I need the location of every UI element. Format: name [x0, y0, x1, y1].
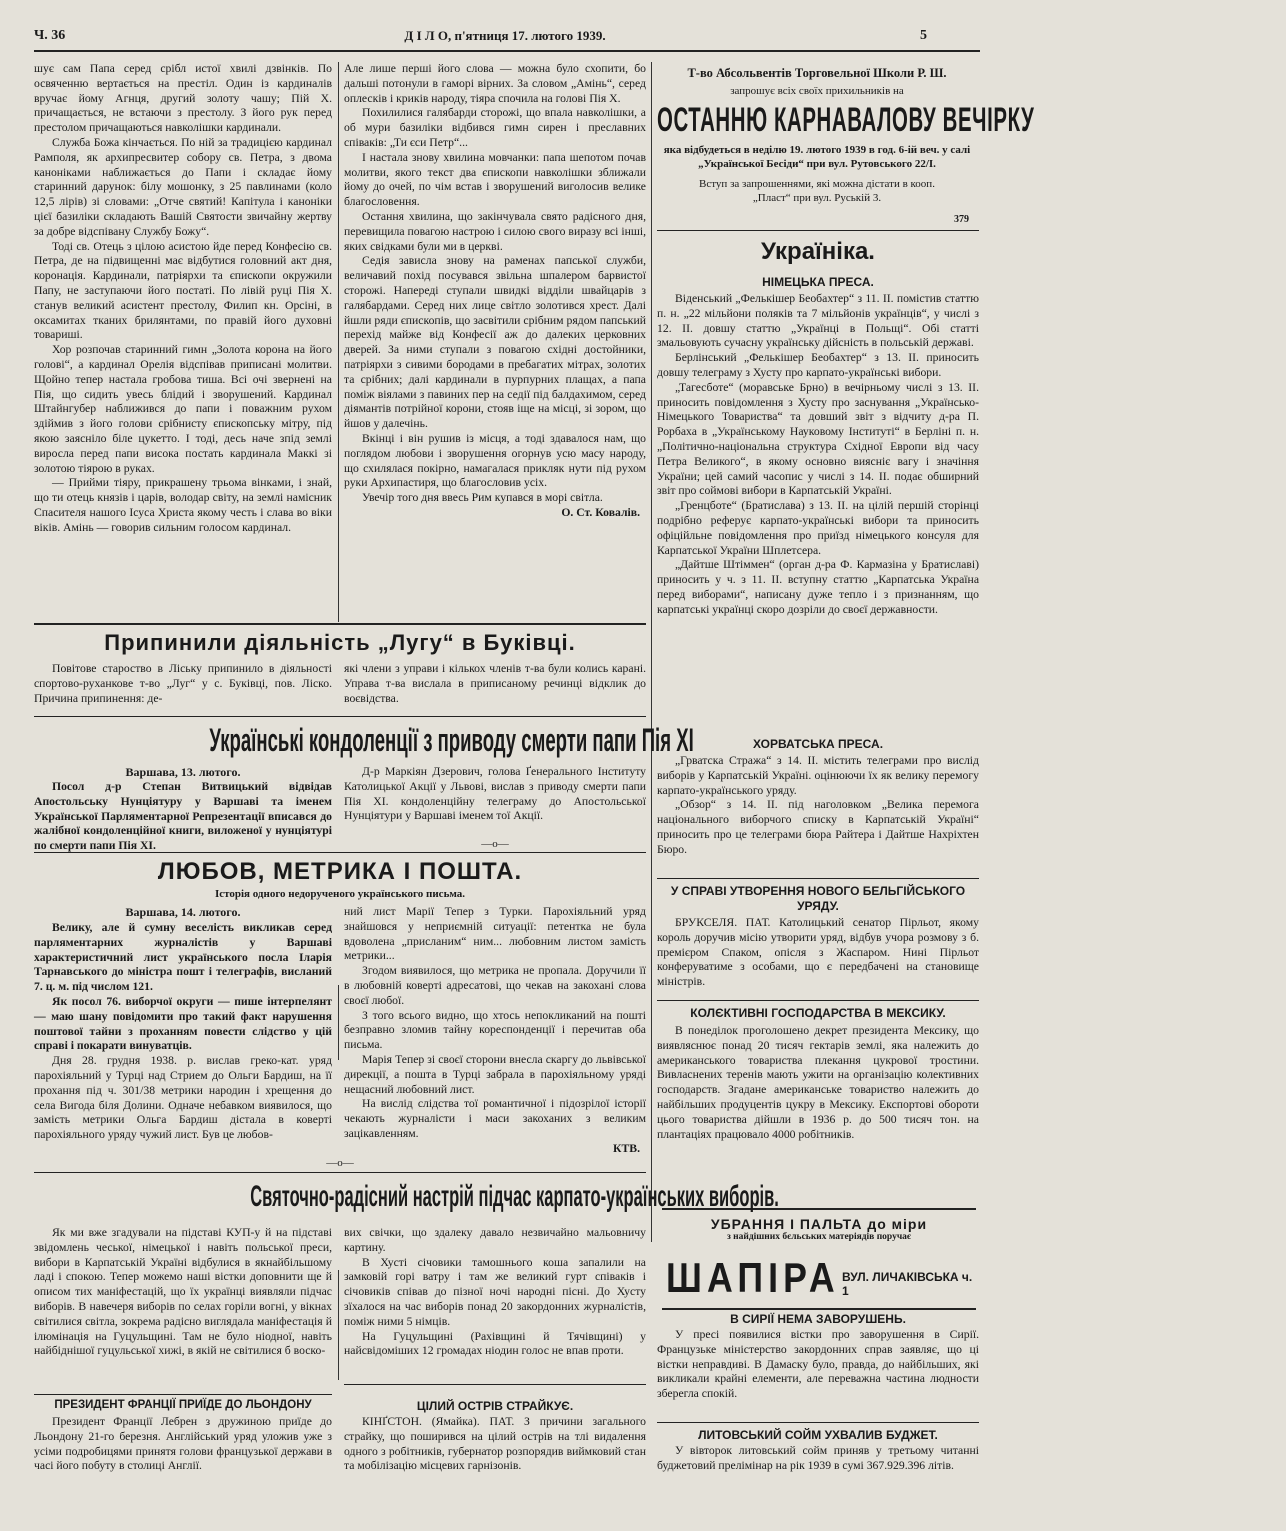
love-subtitle: Історія одного недорученого українського письма.	[214, 888, 466, 900]
ukrainika-title: Україніка.	[761, 238, 875, 265]
paragraph: „Дайтше Штіммен“ (орган д-ра Ф. Кармазіна у Братиславі) приносить у ч. з 11. ІІ. вступну статтю „Карпатська Україна перед виборами“, написану дуже тепло і з признанням, що карпатські українці скоро дозріли до своєї державности.	[657, 558, 979, 616]
belgium-text	[657, 916, 979, 991]
rule	[34, 1394, 332, 1395]
rule	[344, 1384, 646, 1385]
paragraph: Берлінський „Фелькішер Беобахтер“ з 13. ІІ. приносить довшу телеграму з Хусту про карпато-українські вибори.	[657, 351, 979, 379]
pope-article-col2	[344, 62, 646, 622]
ad-address: ВУЛ. ЛИЧАКІВСЬКА ч. 1	[842, 1270, 973, 1298]
german-press-heading: НІМЕЦЬКА ПРЕСА.	[762, 275, 874, 289]
mexico-heading: КОЛЄКТИВНІ ГОСПОДАРСТВА В МЕКСИКУ.	[690, 1006, 946, 1020]
ornament: —o—	[481, 838, 509, 850]
rule	[657, 1000, 979, 1001]
paragraph: „Гренцботе“ (Братислава) з 13. ІІ. на цілій першій сторінці подрібно реферує карпато-українські вибори та приносить офіційльне повідомлення про приїзд німецького консуля для Карпатської України Шплетсера.	[657, 499, 979, 557]
croatian-press-heading: ХОРВАТСЬКА ПРЕСА.	[752, 737, 884, 751]
paragraph: І настала знову хвилина мовчанки: папа шепотом почав молитви, якого текст два єпископи навколішки зближали йому до очей, по чім встав і зворушений виголосив велике благословення.	[344, 150, 646, 209]
column-rule	[338, 1270, 339, 1380]
ad-when: яка відбудеться в неділю 19. лютого 1939 в год. 6-ій веч. у салі „Української Бесіди“ при вул. Рутовського 22/І.	[663, 144, 971, 170]
ornament: —o—	[326, 1157, 354, 1169]
croatian-press-text	[657, 754, 979, 874]
paragraph: У вівторок литовський сойм приняв у третьому читанні буджетовий прелімінар на рік 1939 в сумі 367.929.396 літів.	[657, 1444, 979, 1472]
love-dateline: Варшава, 14. лютого.	[125, 905, 241, 919]
paragraph: На Гуцульщині (Рахівщині й Тячівщині) у найсвідоміших 12 громадах ніодин голос не впав проти.	[344, 1329, 646, 1358]
france-heading: ПРЕЗИДЕНТ ФРАНЦІЇ ПРИЇДЕ ДО ЛЬОНДОНУ	[54, 1399, 312, 1411]
ad-title-box	[657, 101, 1035, 141]
german-press-text	[657, 292, 979, 732]
paragraph: Седія зависла знову на раменах папської служби, величавий похід посувався звільна шпалером барвистої сторожі. Напереді ступали швидкі відділи швайцарів з галябардами. Серед них лице світло золотився хрест. Далі йшли ряди єпископів, що засвітили срібним рядом папський перехід майже від Конфесії аж до далеких церковних дверей. За ними ступали з повагою східні достойники, патріярхи з сивими бородами в пребагатих мітрах, золотих та срібних; далі кардинали в пурпурних плащах, а папа поміж віялами з павиних пер на седії під балдахимом, серед діямантів потрійної корони, стояв іще на місці, зі зором, що йшов у далечінь.	[344, 254, 646, 431]
mexico-text	[657, 1024, 979, 1194]
rule	[657, 230, 979, 231]
lug-col1	[34, 662, 332, 710]
paragraph: Повітове староство в Ліську припинило в діяльності спортово-руханкове т-во „Луг“ у с. Буківці, пов. Ліско. Причина припинення: де-	[34, 662, 332, 705]
paragraph: Тоді св. Отець з цілою асистою йде перед Конфесію св. Петра, де на підвищенні має відбутися головний акт дня, коронація. Кардинали, патріярхи та єпископи окружили Папу, не заступаючи його постаті. По лівій руці Пія Х. станув великий асистент престолу, Филип кн. Орсіні, в оксамитах тканих брилянтами, по правій його духовні товариші.	[34, 239, 332, 342]
rule	[34, 623, 646, 625]
condol-title-box	[34, 722, 694, 762]
paragraph: Президент Франції Лебрен з дружиною приїде до Льондону 21-го березня. Англійський уряд уложив уже з усіми подробицями принятя голови французької держави в часі його побуту в столиці Англії.	[34, 1415, 332, 1473]
paragraph: Хор розпочав старинний гимн „Золота корона на його голові“, а кардинал Орелія відспівав приписані молитви. Щойно тепер настала гробова тиша. Всі очі звернені на Пія, що сидить увесь блідий і зворушений. Кардинал Штайнгубер наближився до папи і поважним рухом здіймив з його голови срібнисту єпископську мітру, під якою заясніло біле цукетто. І тоді, десь наче зпід землі виросла перед папи висока постать кардинала Маккі зі золотою тіярою в руках.	[34, 343, 332, 475]
paragraph: Як посол 76. виборчої округи — пише інтерпелянт — маю шану повідомити про такий факт нарушення поштової тайни з проханням повести слідство у цій справі і покарати винуватців.	[34, 994, 332, 1053]
ad-code: 379	[954, 214, 969, 225]
paragraph: Як ми вже згадували на підставі КУП-у й на підставі звідомлень чеської, німецької і навіть польської преси, вибори в Карпатській Україні відбулися в якнайбільшому ладі і спокою. Тепер можемо наші вістки доповнити ще й описом тих маніфестацій, що їх українці виявляли підчас виборів. В навечеря виборів по селах горіли вогні, у вікнах світилися світла, зокрема радісно виглядала маніфестація й ілюмінація на Гуцульщині. Там не було ніодної, навіть найбіднішої гуцульської хижі, в якій не світилися б воско-	[34, 1226, 332, 1358]
paragraph: — Прийми тіяру, прикрашену трьома вінками, і знай, що ти отець князів і царів, володар світу, на землі намісник Спасителя нашого Ісуса Христа якому честь і слава во віки віків. Амінь — говорив сильним голосом кардинал.	[34, 476, 332, 534]
paragraph: шує сам Папа серед срібл истої хвилі дзвінків. По освяченню вертається на престіл. Один із кардиналів вручає йому Агнця, другий золоту чашу; Пій Х. причащається, не встаючи з престолу. З його рук перед престолом причащаються навколішки кардинали.	[34, 62, 332, 135]
rule	[34, 1172, 646, 1173]
belgium-heading: У СПРАВІ УТВОРЕННЯ НОВОГО БЕЛЬГІЙСЬКОГО УРЯДУ.	[670, 884, 966, 913]
column-rule	[651, 62, 652, 1242]
elections-col1	[34, 1226, 332, 1394]
ad-title: ОСТАННЮ КАРНАВАЛОВУ ВЕЧІРКУ	[657, 101, 1035, 139]
paragraph: Служба Божа кінчається. По ній за традицією кардинал Рамполя, як архипресвитер собору св. Петра, з двома каноніками наближається до Папи і складає йому старинний дарунок: білу мошонку, з 25 павлинами (коло 12,5 лірів) зі словами: „Отче святий! Капітула і каноніки цієї базиліки складають Вашій Святости звичайну жертву за добре відспівану Службу Божу“.	[34, 135, 332, 238]
syria-heading: В СИРІЇ НЕМА ЗАВОРУШЕНЬ.	[730, 1312, 906, 1326]
article-signature: КТВ.	[613, 1141, 640, 1155]
paragraph: Дня 28. грудня 1938. р. вислав греко-кат. уряд парохіяльний у Турці над Стрием до Ольги Бардиш, на її прохання під ч. 301/38 метрики народин і хрещення до села Вигода біля Долини. Одначе небавком виявилося, що замість метрики Ольга Бардиш дістала в коверті парохіяльного уряду чужий лист. Був це любов-	[34, 1054, 332, 1142]
ad-line2: з найдішних бєльських матеріядів поручає	[726, 1232, 912, 1242]
page-number-left: Ч. 36	[34, 28, 66, 43]
ad-invite: запрошує всіх своїх прихильників на	[730, 85, 904, 97]
shapira-ad	[662, 1208, 976, 1310]
paragraph: вих свічки, що здалеку давало незвичайно мальовничу картину.	[344, 1226, 646, 1254]
party-ad	[657, 66, 1035, 225]
love-title: ЛЮБОВ, МЕТРИКА І ПОШТА.	[157, 858, 523, 885]
lithuania-text	[657, 1444, 979, 1494]
paragraph: З того всього видно, що хтось непокликаний на пошті безправно зломив тайну кореспонденції і перечитав оба письма.	[344, 1008, 646, 1052]
lithuania-heading: ЛИТОВСЬКИЙ СОЙМ УХВАЛИВ БУДЖЕТ.	[698, 1428, 938, 1442]
strike-heading: ЦІЛИЙ ОСТРІВ СТРАЙКУЄ.	[416, 1399, 574, 1413]
rule	[34, 852, 646, 853]
paragraph: Віденський „Фелькішер Беобахтер“ з 11. ІІ. помістив статтю п. н. „22 мільйони поляків та 7 мільйонів українців“, у числі з 12. ІІ. довшу статтю „Українці в Польщі“. Обі статті змальовують сучасну українську дійсність в польській державі.	[657, 292, 979, 350]
love-col2	[344, 905, 646, 1155]
condol-col2	[344, 765, 646, 837]
strike-text	[344, 1415, 646, 1490]
elections-title: Святочно-радісний настрій підчас карпато-українських виборів.	[250, 1180, 779, 1213]
paragraph: Посол д-р Степан Витвицький відвідав Апостольську Нунціятуру у Варшаві та іменем Української Парляментарної Репрезентації вписався до жалібної кондоленційної книги, виложеної у нунціятурі по смерти папи Пія ХІ.	[34, 780, 332, 853]
ad-org: Т-во Абсольвентів Торговельної Школи Р. Ш.	[687, 66, 947, 80]
condol-col1	[34, 780, 332, 853]
paragraph: КІНҐСТОН. (Ямайка). ПАТ. З причини загального страйку, що поширився на цілий острів на тлі видалення одного з робітників, губернатор розпорядив виймковий стан та мобілізацію місцевих гарнізонів.	[344, 1415, 646, 1473]
ad-name: ШАПІРА	[666, 1254, 840, 1301]
paragraph: Остання хвилина, що закінчувала свято радісного дня, перевищила повагою настрою і силою свого виразу всі інші, яких свідками були ми в церкві.	[344, 209, 646, 253]
paragraph: які члени з управи і кількох членів т-ва були колись карані. Управа т-ва вислала в приписаному речинці відклик до воєвідства.	[344, 662, 646, 705]
paragraph: Похилилися галябарди сторожі, що впала навколішки, а об мури базиліки відбився гимн сирен і преславних співаків: „Ти єси Петр“...	[344, 106, 646, 149]
paragraph: Увечір того дня ввесь Рим купався в морі світла.	[362, 491, 603, 505]
column-rule	[338, 62, 339, 622]
lug-col2	[344, 662, 646, 710]
header-rule	[34, 50, 980, 52]
ad-tickets: Вступ за запрошеннями, які можна дістати в кооп. „Пласт“ при вул. Руській 3.	[699, 178, 935, 204]
condol-dateline: Варшава, 13. лютого.	[125, 765, 241, 779]
column-rule	[338, 985, 339, 1060]
paragraph: Згодом виявилося, що метрика не пропала. Доручили її в любовній коверті адресатові, що чекав на закохані слова своєї любої.	[344, 964, 646, 1007]
paragraph: Велику, але й сумну веселість викликав серед парляментарних журналістів у Варшаві характеристичний лист українського посла Іларія Тарнавського до міністра пошт і телеграфів, висланий 7. ц. м. під числом 121.	[34, 921, 332, 994]
elections-col2	[344, 1226, 646, 1376]
love-col1	[34, 921, 332, 1167]
france-text	[34, 1415, 332, 1490]
paragraph: „Грватска Стража“ з 14. ІІ. містить телеграми про вислід виборів у Карпатській Україні. оцінюючи їх як велику перемогу карпато-українського уряду.	[657, 754, 979, 797]
page-number-right: 5	[920, 28, 927, 43]
paragraph: БРУКСЕЛЯ. ПАТ. Католицький сенатор Пірльот, якому король доручив місію утворити уряд, відбув учора розмову з б. премієром Спаком, опісля з Жаспаром. Нині Пірльот конферуватиме з особами, що є передбачені на становище міністрів.	[657, 916, 979, 989]
paragraph: Д-р Маркіян Дзерович, голова Ґенерального Інституту Католицької Акції у Львові, вислав з приводу смерти папи Пія ХІ. кондоленційну телеграму до Апостольської Нунціятури у Варшаві іменем тої Акції.	[344, 765, 646, 823]
paragraph: В Хусті січовики тамошнього коша запалили на замковій горі ватру і там же великий гурт співаків і січовиків співав до пізної ночі народні пісні. До Хусту зїхалося на час виборів понад 20 закордонних журналістів, поміж ними 5 німців.	[344, 1255, 646, 1328]
syria-text	[657, 1328, 979, 1418]
paragraph: „Тагесботе“ (моравське Брно) в вечірньому числі з 13. ІІ. приносить повідомлення з Хусту про заснування „Українсько-Німецького Товариства“ та довший звіт з відчиту д-ра П. Рорбаха в „Українському Науковому Інституті“ в Берліні п. н. „Політично-національна структура Східної Европи від часу Петра Великого“, в якому основно виясніє вагу і значіння України; цей самий часопис у числі з 14. ІІ. подає обширний звіт про соймові вибори в Карпатській Україні.	[657, 380, 979, 498]
masthead-line: Д І Л О, п'ятниця 17. лютого 1939.	[404, 28, 606, 43]
paragraph: Але лише перші його слова — можна було схопити, бо дальші потонули в гаморі вірних. За словом „Амінь“, серед оплесків і криків народу, тіяра спочила на голові Пія Х.	[344, 62, 646, 105]
lug-title: Припинили діяльність „Лугу“ в Буківці.	[104, 630, 576, 655]
paragraph: „Обзор“ з 14. ІІ. під наголовком „Велика перемога національного виборчого списку в Карпатській Україні“ приносить про це телеграми бюра Райтера і Дайтше Нахріхтен Бюро.	[657, 798, 979, 856]
pope-article-col1	[34, 62, 332, 622]
elections-title-box	[34, 1180, 779, 1220]
paragraph: Вкінці і він рушив із місця, а тоді здавалося нам, що поглядом любови і зворушення огорнув усю масу народу, що схилялася покірно, намагалася прикляк нути під рухом руки Архипастиря, що благословив усіх.	[344, 431, 646, 490]
rule	[34, 716, 646, 717]
rule	[657, 1422, 979, 1423]
paragraph: На вислід слідства тої романтичної і підозрілої історії чекають журналісти і маси закоханих з великим зацікавленням.	[344, 1097, 646, 1140]
paragraph: ний лист Марії Тепер з Турки. Парохіяльний уряд знайшовся у неприємній ситуації: петентка не була вдоволена „присланим“ ним... любовним листом замість метрики...	[344, 905, 646, 963]
rule	[657, 878, 979, 879]
condol-title: Українські кондоленції з приводу смерти папи Пія XI	[209, 722, 694, 758]
paragraph: Марія Тепер зі своєї сторони внесла скаргу до львівської дирекції, а пошта в Турці забрала в парохіяльному уряді нещасний любовний лист.	[344, 1052, 646, 1096]
ad-line1: УБРАННЯ І ПАЛЬТА до міри	[710, 1216, 928, 1232]
ad-name-box	[666, 1254, 840, 1301]
article-signature: О. Ст. Ковалів.	[561, 505, 640, 519]
paragraph: В понеділок проголошено декрет президента Мексику, що виявляснює понад 20 тисяч гектарів землі, яка належить до американського товариства плекання цукрової тростини. Вивласнених теренів мають ужити на організацію колективних господарств. Згадане американське товариство належить до найбільших продуцентів цукру в Мексику. Експортові обороти цього товариства дійшли в 1936 р. до 500 тисяч тон. на плантаціях працювало 4000 робітників.	[657, 1024, 979, 1141]
paragraph: У пресі появилися вістки про заворушення в Сирії. Французьке міністерство закордонних справ заявляє, що ці вістки неправдиві. В Дамаску було, правда, до найбільших, які викликали крайні елементи, але переважна частина людности зберегла спокій.	[657, 1328, 979, 1401]
